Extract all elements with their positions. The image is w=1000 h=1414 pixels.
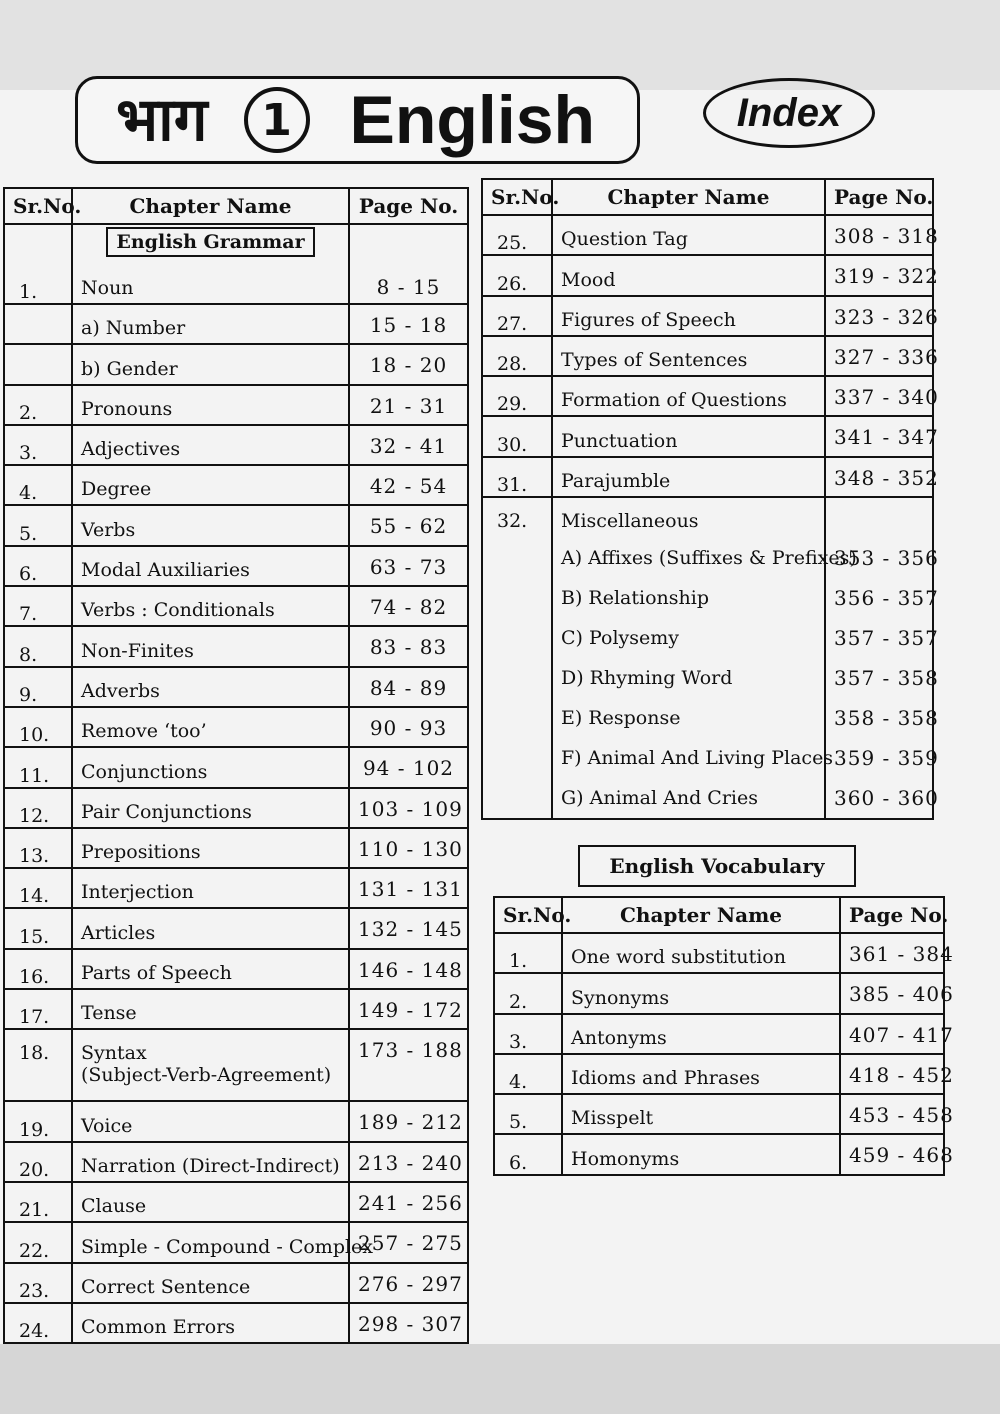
row-sr-number: 16.	[4, 949, 72, 989]
col-header-chapter: Chapter Name	[552, 179, 825, 215]
table-row	[4, 224, 468, 304]
row-page-range: 323 - 326	[825, 296, 933, 336]
row-chapter-name: Modal Auxiliaries	[72, 546, 349, 586]
table-row	[482, 255, 933, 295]
col-header-page: Page No.	[840, 897, 944, 933]
table-row	[482, 416, 933, 456]
row-page-range: 453 - 458	[840, 1094, 944, 1134]
row-page-range: 407 - 417	[840, 1014, 944, 1054]
table-row-miscellaneous	[482, 497, 933, 819]
row-sr-number: 7.	[4, 586, 72, 626]
row-chapter-name: Punctuation	[552, 416, 825, 456]
table-row	[4, 1182, 468, 1222]
row-chapter-name: Common Errors	[72, 1303, 349, 1343]
row-chapter-name	[72, 224, 349, 304]
row-chapter-name: Articles	[72, 908, 349, 948]
row-page-range: 90 - 93	[349, 707, 468, 747]
row-sr-number: 2.	[4, 385, 72, 425]
row-page-range: 308 - 318	[825, 215, 933, 255]
row-page-range: 327 - 336	[825, 336, 933, 376]
row-page-range: 84 - 89	[349, 667, 468, 707]
title-part-number: 1	[244, 87, 310, 153]
chapter-name-text: Noun	[81, 277, 134, 299]
row-sr-number: 19.	[4, 1101, 72, 1141]
table-row	[4, 747, 468, 787]
table-row	[494, 1134, 944, 1174]
misc-subtopic-pages: 357 - 358	[834, 666, 939, 691]
row-sr-number	[4, 344, 72, 384]
row-page-range: 418 - 452	[840, 1054, 944, 1094]
row-chapter-name: Homonyms	[562, 1134, 840, 1174]
row-page-range: 132 - 145	[349, 908, 468, 948]
table-row	[482, 296, 933, 336]
table-header-row	[482, 179, 933, 215]
row-sr-number: 29.	[482, 376, 552, 416]
table-row	[4, 344, 468, 384]
table-row	[4, 1142, 468, 1182]
table-row	[4, 989, 468, 1029]
row-sr-number: 11.	[4, 747, 72, 787]
misc-subtopic-pages: 357 - 357	[834, 626, 939, 651]
row-chapter-name: Narration (Direct-Indirect)	[72, 1142, 349, 1182]
table-row	[4, 626, 468, 666]
row-page-range: 189 - 212	[349, 1101, 468, 1141]
row-sr-number: 15.	[4, 908, 72, 948]
table-header-row	[4, 188, 468, 224]
misc-subtopic-name: E) Response	[561, 707, 681, 730]
row-page-range: 74 - 82	[349, 586, 468, 626]
misc-subtopic-name: C) Polysemy	[561, 627, 679, 650]
table-row	[4, 1101, 468, 1141]
row-sr-number: 14.	[4, 868, 72, 908]
table-row	[4, 1222, 468, 1262]
title-banner	[75, 76, 640, 164]
row-page-range: 32 - 41	[349, 425, 468, 465]
row-chapter-name: Types of Sentences	[552, 336, 825, 376]
row-page-range: 213 - 240	[349, 1142, 468, 1182]
row-page-range: 319 - 322	[825, 255, 933, 295]
row-page-range: 15 - 18	[349, 304, 468, 344]
col-header-page: Page No.	[349, 188, 468, 224]
misc-subtopic-name: A) Affixes (Suffixes & Prefixes)	[561, 547, 857, 570]
table-row	[482, 215, 933, 255]
row-chapter-name: b) Gender	[72, 344, 349, 384]
row-page-range: 8 - 15	[349, 224, 468, 304]
row-sr-number: 1.	[4, 224, 72, 304]
row-chapter-name: One word substitution	[562, 933, 840, 973]
row-chapter-name: Verbs : Conditionals	[72, 586, 349, 626]
row-chapter-name: Synonyms	[562, 973, 840, 1013]
row-sr-number	[4, 304, 72, 344]
row-chapter-name: Interjection	[72, 868, 349, 908]
grammar-section-block	[81, 227, 340, 277]
row-page-range: 459 - 468	[840, 1134, 944, 1174]
row-chapter-name	[72, 1029, 349, 1101]
row-sr-number: 2.	[494, 973, 562, 1013]
row-chapter-name: Question Tag	[552, 215, 825, 255]
grammar-table-right	[481, 178, 939, 820]
row-sr-number: 4.	[494, 1054, 562, 1094]
table-row	[482, 376, 933, 416]
row-sr-number: 1.	[494, 933, 562, 973]
table-row	[482, 457, 933, 497]
misc-subtopic-pages: 360 - 360	[834, 786, 939, 811]
row-sr-number: 25.	[482, 215, 552, 255]
row-page-range: 55 - 62	[349, 505, 468, 545]
table-row	[4, 546, 468, 586]
row-page-range	[825, 497, 939, 819]
table-row	[494, 1054, 944, 1094]
row-chapter-name: Adjectives	[72, 425, 349, 465]
row-sr-number: 22.	[4, 1222, 72, 1262]
row-page-range: 94 - 102	[349, 747, 468, 787]
miscellaneous-title: Miscellaneous	[561, 510, 699, 533]
page-bottom-shade	[0, 1344, 1000, 1414]
misc-subtopic-name: G) Animal And Cries	[561, 787, 758, 810]
misc-subtopic-name: F) Animal And Living Places	[561, 747, 834, 770]
col-header-sr: Sr.No.	[482, 179, 552, 215]
row-sr-number: 32.	[482, 497, 552, 819]
row-sr-number: 30.	[482, 416, 552, 456]
row-page-range: 385 - 406	[840, 973, 944, 1013]
table-row	[482, 336, 933, 376]
row-sr-number: 13.	[4, 828, 72, 868]
table-row	[4, 1303, 468, 1343]
grammar-table-left	[3, 187, 469, 1344]
row-chapter-name: Non-Finites	[72, 626, 349, 666]
vocabulary-section-title: English Vocabulary	[578, 845, 856, 887]
row-page-range: 257 - 275	[349, 1222, 468, 1262]
col-header-sr: Sr.No.	[4, 188, 72, 224]
row-chapter-name: Pronouns	[72, 385, 349, 425]
row-sr-number: 31.	[482, 457, 552, 497]
chapter-name-text: Syntax	[81, 1042, 147, 1065]
row-sr-number: 21.	[4, 1182, 72, 1222]
col-header-chapter: Chapter Name	[562, 897, 840, 933]
row-page-range: 361 - 384	[840, 933, 944, 973]
table-row	[494, 933, 944, 973]
table-row	[4, 304, 468, 344]
row-page-range: 149 - 172	[349, 989, 468, 1029]
table-row	[494, 1014, 944, 1054]
row-sr-number: 6.	[4, 546, 72, 586]
row-page-range: 63 - 73	[349, 546, 468, 586]
row-chapter-name: Adverbs	[72, 667, 349, 707]
row-page-range: 110 - 130	[349, 828, 468, 868]
row-sr-number: 3.	[4, 425, 72, 465]
row-chapter-name: Tense	[72, 989, 349, 1029]
chapter-name-subtext: (Subject-Verb-Agreement)	[81, 1064, 332, 1087]
row-chapter-name: Parts of Speech	[72, 949, 349, 989]
row-sr-number: 8.	[4, 626, 72, 666]
table-row	[4, 425, 468, 465]
row-sr-number: 23.	[4, 1263, 72, 1303]
col-header-page: Page No.	[825, 179, 933, 215]
table-row	[4, 868, 468, 908]
row-chapter-name: Parajumble	[552, 457, 825, 497]
row-page-range: 21 - 31	[349, 385, 468, 425]
row-sr-number: 26.	[482, 255, 552, 295]
table-row	[4, 828, 468, 868]
table-row	[4, 788, 468, 828]
table-row	[4, 1029, 468, 1101]
row-sr-number: 5.	[4, 505, 72, 545]
table-row	[4, 707, 468, 747]
row-sr-number: 5.	[494, 1094, 562, 1134]
col-header-chapter: Chapter Name	[72, 188, 349, 224]
row-sr-number: 28.	[482, 336, 552, 376]
row-page-range: 241 - 256	[349, 1182, 468, 1222]
row-chapter-name: Conjunctions	[72, 747, 349, 787]
grammar-section-title: English Grammar	[106, 227, 314, 257]
row-chapter-name: Voice	[72, 1101, 349, 1141]
row-page-range: 337 - 340	[825, 376, 933, 416]
row-chapter-name: Remove ‘too’	[72, 707, 349, 747]
row-sr-number: 18.	[4, 1029, 72, 1101]
table-row	[4, 1263, 468, 1303]
table-row	[494, 973, 944, 1013]
table-row	[4, 908, 468, 948]
row-page-range: 341 - 347	[825, 416, 933, 456]
row-page-range: 146 - 148	[349, 949, 468, 989]
row-chapter-name: a) Number	[72, 304, 349, 344]
row-chapter-name: Figures of Speech	[552, 296, 825, 336]
table-row	[4, 385, 468, 425]
row-chapter-name: Degree	[72, 465, 349, 505]
table-row	[4, 949, 468, 989]
misc-subtopic-name: B) Relationship	[561, 587, 709, 610]
row-sr-number: 6.	[494, 1134, 562, 1174]
table-row	[494, 1094, 944, 1134]
row-page-range: 276 - 297	[349, 1263, 468, 1303]
row-chapter-name: Simple - Compound - Complex	[72, 1222, 349, 1262]
row-chapter-name: Verbs	[72, 505, 349, 545]
misc-subtopic-pages: 356 - 357	[834, 586, 939, 611]
row-page-range: 298 - 307	[349, 1303, 468, 1343]
title-hindi-label: भाग	[116, 85, 208, 155]
table-row	[4, 465, 468, 505]
row-sr-number: 3.	[494, 1014, 562, 1054]
row-chapter-name: Mood	[552, 255, 825, 295]
row-chapter-name: Misspelt	[562, 1094, 840, 1134]
row-page-range: 83 - 83	[349, 626, 468, 666]
vocabulary-table	[493, 896, 954, 1176]
row-page-range: 18 - 20	[349, 344, 468, 384]
row-sr-number: 20.	[4, 1142, 72, 1182]
row-chapter-name	[552, 497, 857, 819]
col-header-sr: Sr.No.	[494, 897, 562, 933]
row-chapter-name: Pair Conjunctions	[72, 788, 349, 828]
row-chapter-name: Correct Sentence	[72, 1263, 349, 1303]
row-page-range: 42 - 54	[349, 465, 468, 505]
table-header-row	[494, 897, 944, 933]
row-sr-number: 24.	[4, 1303, 72, 1343]
row-page-range: 103 - 109	[349, 788, 468, 828]
row-page-range: 348 - 352	[825, 457, 933, 497]
row-chapter-name: Prepositions	[72, 828, 349, 868]
misc-subtopic-name: D) Rhyming Word	[561, 667, 733, 690]
page-title: English	[349, 82, 596, 158]
row-sr-number: 27.	[482, 296, 552, 336]
row-sr-number: 9.	[4, 667, 72, 707]
table-row	[4, 586, 468, 626]
index-badge: Index	[703, 78, 875, 148]
row-chapter-name: Antonyms	[562, 1014, 840, 1054]
misc-subtopic-pages: 353 - 356	[834, 546, 939, 571]
row-page-range: 131 - 131	[349, 868, 468, 908]
table-row	[4, 505, 468, 545]
row-sr-number: 4.	[4, 465, 72, 505]
row-chapter-name: Formation of Questions	[552, 376, 825, 416]
row-sr-number: 10.	[4, 707, 72, 747]
misc-subtopic-pages: 359 - 359	[834, 746, 939, 771]
row-chapter-name: Idioms and Phrases	[562, 1054, 840, 1094]
row-sr-number: 17.	[4, 989, 72, 1029]
row-sr-number: 12.	[4, 788, 72, 828]
row-chapter-name: Clause	[72, 1182, 349, 1222]
table-row	[4, 667, 468, 707]
misc-subtopic-pages: 358 - 358	[834, 706, 939, 731]
row-page-range: 173 - 188	[349, 1029, 468, 1101]
